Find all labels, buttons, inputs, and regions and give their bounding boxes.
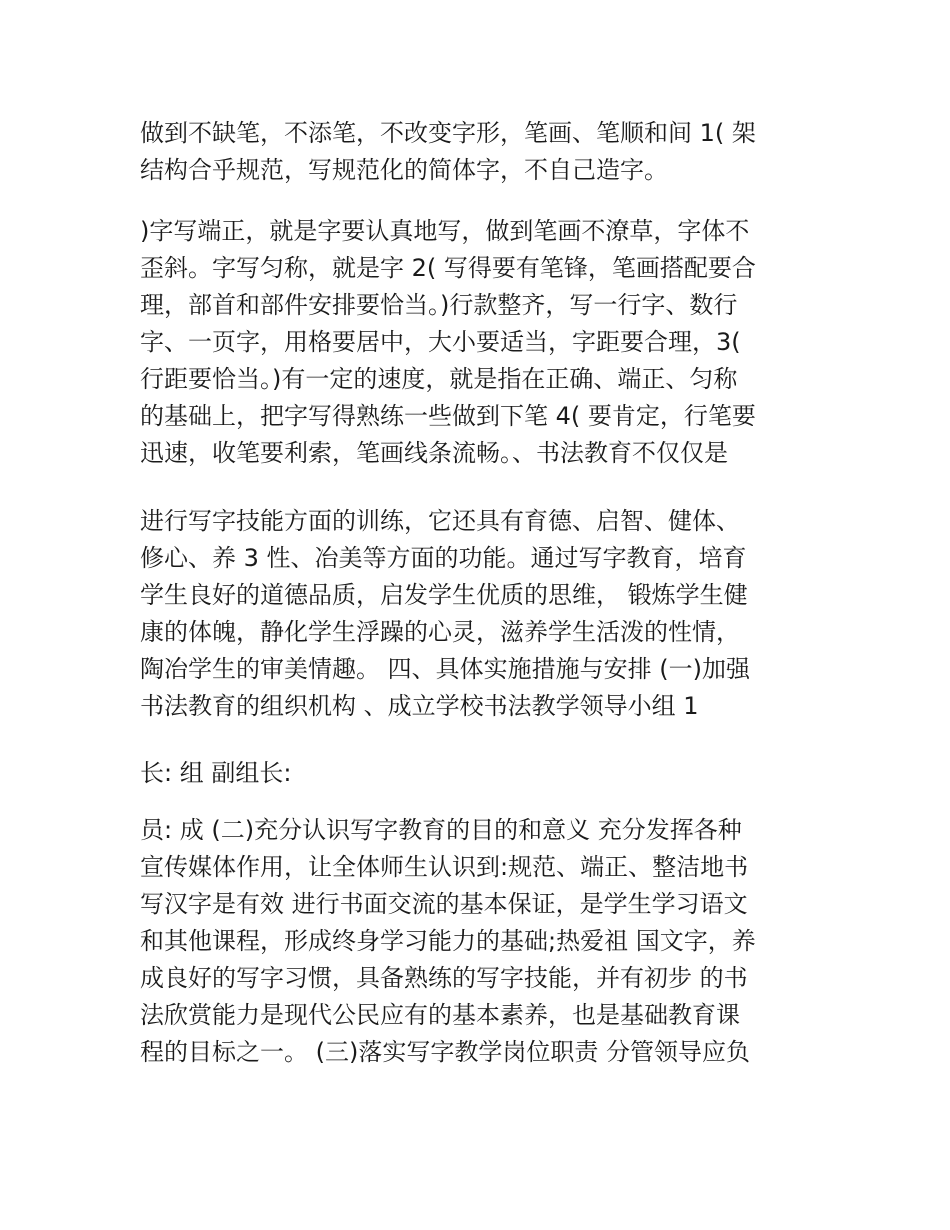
text-line: 书法教育的组织机构 、成立学校书法教学领导小组 1 xyxy=(140,692,699,720)
text-line: 学生良好的道德品质，启发学生优质的思维， 锻炼学生健 xyxy=(140,581,748,609)
text-line: 行距要恰当。)有一定的速度，就是指在正确、端正、匀称 xyxy=(140,365,738,393)
text-line: 康的体魄，静化学生浮躁的心灵，滋养学生活泼的性情， xyxy=(140,618,740,646)
text-line: 陶冶学生的审美情趣。 四、具体实施措施与安排 (一)加强 xyxy=(140,655,750,683)
text-line: 进行写字技能方面的训练，它还具有育德、启智、健体、 xyxy=(140,507,740,535)
paragraph-1 xyxy=(140,115,756,189)
text-line: 理，部首和部件安排要恰当。)行款整齐，写一行字、数行 xyxy=(140,291,738,319)
text-line: 结构合乎规范，写规范化的简体字，不自己造字。 xyxy=(140,156,668,184)
paragraph-5 xyxy=(140,812,756,1071)
text-line: 迅速，收笔要利索，笔画线条流畅。、书法教育不仅仅是 xyxy=(140,439,728,467)
text-line: 修心、养 3 性、冶美等方面的功能。通过写字教育，培育 xyxy=(140,544,747,572)
text-line: 长: 组 副组长: xyxy=(140,759,292,787)
text-line: 法欣赏能力是现代公民应有的基本素养，也是基础教育课 xyxy=(140,1001,740,1029)
text-line: 程的目标之一。 (三)落实写字教学岗位职责 分管领导应负 xyxy=(140,1038,750,1066)
text-line: 宣传媒体作用，让全体师生认识到:规范、端正、整洁地书 xyxy=(140,853,749,881)
text-line: 字、一页字，用格要居中，大小要适当，字距要合理，3( xyxy=(140,328,741,356)
text-line: )字写端正，就是字要认真地写，做到笔画不潦草，字体不 xyxy=(140,217,750,245)
text-line: 和其他课程，形成终身学习能力的基础;热爱祖 国文字，养 xyxy=(140,927,756,955)
paragraph-2 xyxy=(140,213,756,472)
paragraph-4 xyxy=(140,755,291,792)
text-line: 歪斜。字写匀称，就是字 2( 写得要有笔锋，笔画搭配要合 xyxy=(140,254,756,282)
text-line: 的基础上，把字写得熟练一些做到下笔 4( 要肯定，行笔要 xyxy=(140,402,756,430)
text-line: 写汉字是有效 进行书面交流的基本保证，是学生学习语文 xyxy=(140,890,748,918)
text-line: 员: 成 (二)充分认识写字教育的目的和意义 充分发挥各种 xyxy=(140,816,742,844)
text-line: 做到不缺笔，不添笔，不改变字形，笔画、笔顺和间 1( 架 xyxy=(140,119,756,147)
text-line: 成良好的写字习惯，具备熟练的写字技能，并有初步 的书 xyxy=(140,964,748,992)
paragraph-3 xyxy=(140,503,750,725)
